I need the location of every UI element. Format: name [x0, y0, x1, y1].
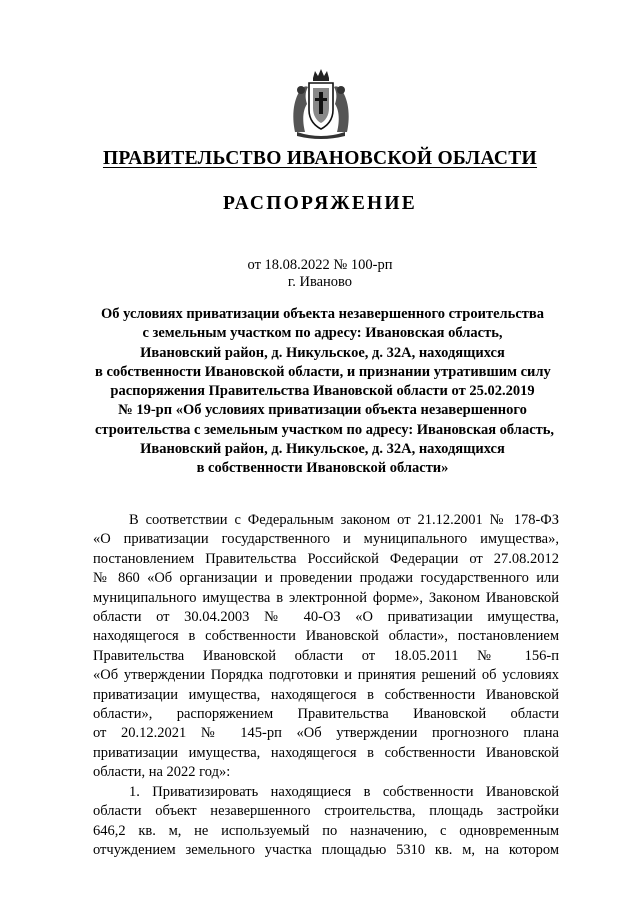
body-line: постановлением Правительства Российской Федерации от 27.08.2012 — [93, 550, 559, 567]
body-line: приватизации имущества, находящегося в собственности Ивановской — [93, 686, 559, 703]
document-title — [95, 305, 555, 479]
government-name: ПРАВИТЕЛЬСТВО ИВАНОВСКОЙ ОБЛАСТИ — [102, 148, 538, 169]
body-line: «О приватизации государственного и муниципального имущества», — [93, 531, 559, 548]
title-line: Об условиях приватизации объекта незавершенного строительства — [101, 306, 544, 322]
date-number: от 18.08.2022 № 100-рп — [247, 257, 393, 273]
coat-of-arms-emblem — [289, 68, 353, 140]
body-line: отчуждением земельного участка площадью 5310 кв. м, на котором — [93, 841, 559, 858]
body-line: № 860 «Об организации и проведении продажи государственного или — [93, 570, 559, 587]
title-line: № 19-рп «Об условиях приватизации объекта незавершенного — [118, 402, 527, 419]
body-line: области объект незавершенного строительства, площадь застройки — [93, 803, 559, 820]
body-line: области от 30.04.2003 № 40-ОЗ «О приватизации имущества, — [93, 609, 559, 626]
body-line: находящегося в собственности Ивановской области», постановлением — [93, 628, 559, 645]
document-type: РАСПОРЯЖЕНИЕ — [223, 193, 417, 214]
body-line: «Об утверждении Порядка подготовки и принятия решений об условиях — [93, 667, 559, 684]
body-line: 1. Приватизировать находящиеся в собственности Ивановской — [129, 783, 559, 800]
body-line: области, на 2022 год»: — [93, 764, 231, 781]
body-line: В соответствии с Федеральным законом от 21.12.2001 № 178-ФЗ — [129, 512, 559, 528]
body-line: приватизации имущества, находящегося в собственности Ивановской — [93, 744, 559, 761]
title-line: в собственности Ивановской области» — [196, 460, 449, 477]
title-line: Ивановский район, д. Никульское, д. 32А, находящихся — [140, 344, 505, 361]
title-line: Ивановский район, д. Никульское, д. 32А, находящихся — [140, 441, 505, 458]
title-line: строительства с земельным участком по адресу: Ивановская область, — [95, 421, 555, 438]
title-line: с земельным участком по адресу: Ивановская область, — [142, 325, 503, 342]
title-line: в собственности Ивановской области, и признании утратившим силу — [95, 363, 551, 380]
city: г. Иваново — [287, 274, 353, 290]
title-line: распоряжения Правительства Ивановской области от 25.02.2019 — [110, 383, 535, 400]
document-body — [93, 511, 559, 860]
body-line: муниципального имущества в электронной форме», Законом Ивановской — [93, 589, 559, 606]
body-line: от 20.12.2021 № 145-рп «Об утверждении прогнозного плана — [93, 725, 559, 742]
body-line: Правительства Ивановской области от 18.05.2011 № 156-п — [93, 647, 559, 664]
document-meta — [0, 257, 640, 291]
body-line: области», распоряжением Правительства Ивановской области — [93, 706, 559, 723]
body-line: 646,2 кв. м, не используемый по назначению, с одновременным — [93, 822, 559, 839]
